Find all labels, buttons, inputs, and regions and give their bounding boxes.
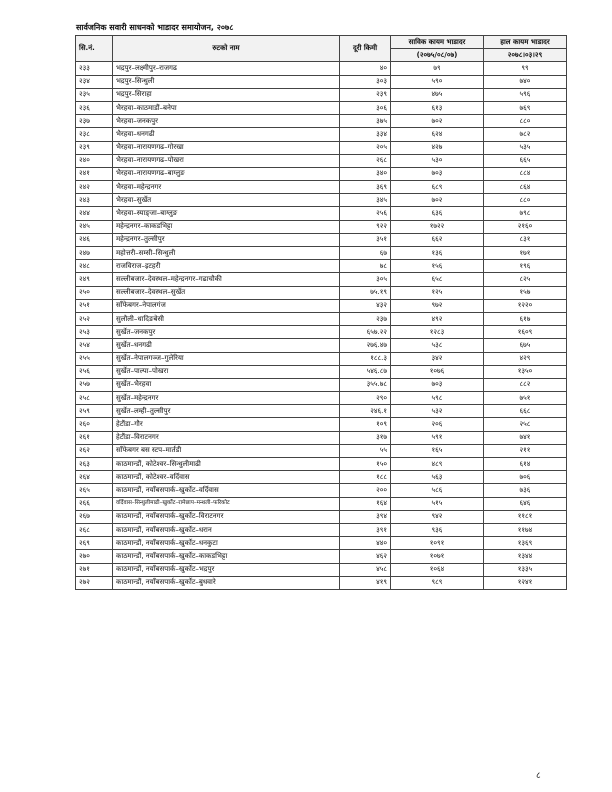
cell-old-fare: ६१३ (391, 101, 484, 114)
cell-route: साँफेबगर–नेपालगंज (113, 299, 340, 312)
cell-sn: २६६ (76, 497, 113, 510)
cell-old-fare: ६६२ (391, 233, 484, 246)
cell-route: सुर्खेत–लम्ही–तुल्सीपुर (113, 405, 340, 418)
cell-old-fare: ४७५ (391, 88, 484, 101)
cell-distance: १०९ (340, 418, 391, 431)
cell-new-fare: ८८० (484, 115, 567, 128)
cell-old-fare: ७०३ (391, 167, 484, 180)
cell-old-fare: १०६४ (391, 563, 484, 576)
cell-new-fare: ७६९ (484, 101, 567, 114)
cell-route: सुलौली–धादिङबेसी (113, 312, 340, 325)
cell-sn: २५९ (76, 405, 113, 418)
table-row (76, 352, 567, 365)
cell-old-fare: ६३६ (391, 207, 484, 220)
cell-old-fare: ९७२ (391, 299, 484, 312)
cell-distance: ३४५ (340, 194, 391, 207)
cell-route: भैरहवा–काठमाडौं–बनेपा (113, 101, 340, 114)
table-row (76, 233, 567, 246)
cell-distance: ३५५.७८ (340, 378, 391, 391)
fare-table-header (76, 36, 567, 62)
cell-route: महोत्तरी–सम्सी–सिन्धुली (113, 247, 340, 260)
table-row (76, 247, 567, 260)
table-row (76, 88, 567, 101)
cell-distance: ६७ (340, 247, 391, 260)
cell-route: भैरहवा–जनकपुर (113, 115, 340, 128)
cell-new-fare: ६४६ (484, 497, 567, 510)
table-row (76, 62, 567, 75)
cell-old-fare: ५३८ (391, 339, 484, 352)
fare-table (75, 35, 567, 590)
cell-distance: ३१७ (340, 431, 391, 444)
cell-new-fare: २११ (484, 444, 567, 457)
table-row (76, 128, 567, 141)
cell-sn: २५८ (76, 392, 113, 405)
table-row (76, 458, 567, 471)
cell-old-fare: ७०२ (391, 194, 484, 207)
cell-old-fare: ५८६ (391, 484, 484, 497)
cell-old-fare: ५१५ (391, 497, 484, 510)
cell-distance: ७८ (340, 260, 391, 273)
cell-route: भैरहवा–स्याङ्जा–बाग्लुङ (113, 207, 340, 220)
cell-old-fare: ४९२ (391, 312, 484, 325)
cell-route: काठमान्डौं, कोटेश्वर–वर्दिवास (113, 471, 340, 484)
table-row (76, 181, 567, 194)
cell-old-fare: ५३२ (391, 405, 484, 418)
table-row (76, 141, 567, 154)
cell-old-fare: ३४२ (391, 352, 484, 365)
cell-new-fare: ७०६ (484, 471, 567, 484)
cell-distance: ४३२ (340, 299, 391, 312)
cell-route: महेन्द्रनगर–काकडभिट्टा (113, 220, 340, 233)
header-route: रुटको नाम (113, 36, 340, 62)
cell-old-fare: १७२२ (391, 220, 484, 233)
cell-distance: २०० (340, 484, 391, 497)
cell-distance: ३३४ (340, 128, 391, 141)
cell-new-fare: ८३१ (484, 233, 567, 246)
cell-new-fare: १५७ (484, 286, 567, 299)
cell-old-fare: ६८९ (391, 181, 484, 194)
cell-sn: २५१ (76, 299, 113, 312)
cell-new-fare: ७८२ (484, 128, 567, 141)
table-row (76, 444, 567, 457)
cell-new-fare: ५३५ (484, 141, 567, 154)
page-number: ८ (536, 771, 541, 781)
cell-new-fare: ८८४ (484, 167, 567, 180)
cell-sn: २६१ (76, 431, 113, 444)
cell-sn: २६८ (76, 523, 113, 536)
cell-distance: ३५१ (340, 233, 391, 246)
table-row (76, 392, 567, 405)
table-row (76, 115, 567, 128)
cell-distance: १५० (340, 458, 391, 471)
table-row (76, 510, 567, 523)
cell-sn: २६२ (76, 444, 113, 457)
header-new-date: २०७८।०३।२९ (484, 49, 567, 62)
cell-sn: २३९ (76, 141, 113, 154)
table-row (76, 563, 567, 576)
cell-route: वर्दिवास–सिन्धुलीमाढी–खुर्कोट–रामेछाप–मन्थली–फरिकोट (113, 497, 340, 510)
cell-new-fare: २५८ (484, 418, 567, 431)
cell-distance: ६५७.२२ (340, 326, 391, 339)
cell-new-fare: ११८१ (484, 510, 567, 523)
cell-route: सुर्खेत–जनकपुर (113, 326, 340, 339)
cell-distance: ५४६.८७ (340, 365, 391, 378)
cell-distance: ३४० (340, 167, 391, 180)
cell-old-fare: ७०२ (391, 115, 484, 128)
cell-old-fare: ५६३ (391, 471, 484, 484)
cell-distance: २४६.१ (340, 405, 391, 418)
table-row (76, 497, 567, 510)
table-row (76, 167, 567, 180)
cell-distance: २७६.४७ (340, 339, 391, 352)
cell-old-fare: ४२७ (391, 141, 484, 154)
cell-route: काठमान्डौं, नयाँबसपार्क–खुर्कोट–वर्दिवास (113, 484, 340, 497)
cell-old-fare: ५९० (391, 75, 484, 88)
cell-distance: १६४ (340, 497, 391, 510)
cell-route: काठमान्डौं, नयाँबसपार्क–खुर्कोट–बुधवारे (113, 576, 340, 589)
cell-route: भैरहवा–नारायणगढ–बाग्लुङ (113, 167, 340, 180)
cell-distance: १८८ (340, 471, 391, 484)
cell-sn: २४१ (76, 167, 113, 180)
cell-route: काठमान्डौं, नयाँबसपार्क–खुर्कोट–धनकुटा (113, 537, 340, 550)
cell-route: साँफेबगर बस स्टप–मार्तडी (113, 444, 340, 457)
cell-distance: ४१९ (340, 576, 391, 589)
cell-new-fare: ९९ (484, 62, 567, 75)
table-row (76, 299, 567, 312)
cell-old-fare: ९३६ (391, 523, 484, 536)
cell-sn: २३८ (76, 128, 113, 141)
cell-distance: ४० (340, 62, 391, 75)
cell-route: भद्रपुर–सिराहा (113, 88, 340, 101)
cell-old-fare: १६५ (391, 444, 484, 457)
table-row (76, 550, 567, 563)
cell-distance: ४६२ (340, 550, 391, 563)
cell-new-fare: १२२० (484, 299, 567, 312)
cell-sn: २५४ (76, 339, 113, 352)
cell-distance: २०५ (340, 141, 391, 154)
cell-sn: २३६ (76, 101, 113, 114)
cell-distance: ३७५ (340, 115, 391, 128)
cell-distance: २३९ (340, 88, 391, 101)
table-row (76, 273, 567, 286)
cell-sn: २७० (76, 550, 113, 563)
table-row (76, 365, 567, 378)
table-row (76, 405, 567, 418)
header-new-fare: हाल कायम भाडादर (484, 36, 567, 49)
cell-new-fare: ११७४ (484, 523, 567, 536)
cell-distance: २५६ (340, 207, 391, 220)
cell-old-fare: १५६ (391, 260, 484, 273)
cell-new-fare: ६७५ (484, 339, 567, 352)
cell-sn: २७२ (76, 576, 113, 589)
cell-route: हेटौंडा–गौर (113, 418, 340, 431)
cell-old-fare: ६२४ (391, 128, 484, 141)
cell-route: काठमान्डौं, कोटेश्वर–सिन्धुलीमाढी (113, 458, 340, 471)
table-row (76, 207, 567, 220)
cell-route: सुर्खेत–पाल्पा–पोखरा (113, 365, 340, 378)
cell-distance: ५५ (340, 444, 391, 457)
cell-sn: २४७ (76, 247, 113, 260)
cell-old-fare: ९८९ (391, 576, 484, 589)
cell-route: सुर्खेत–भैरहवा (113, 378, 340, 391)
table-row (76, 286, 567, 299)
cell-new-fare: ४२९ (484, 352, 567, 365)
cell-distance: २६८ (340, 154, 391, 167)
cell-new-fare: ७४० (484, 75, 567, 88)
cell-route: सुर्खेत–धनगढी (113, 339, 340, 352)
header-old-date: (२०७५/०८/०७) (391, 49, 484, 62)
cell-distance: ३०६ (340, 101, 391, 114)
cell-sn: २६७ (76, 510, 113, 523)
table-row (76, 101, 567, 114)
cell-old-fare: ४८९ (391, 458, 484, 471)
cell-distance: २३७ (340, 312, 391, 325)
table-row (76, 523, 567, 536)
cell-old-fare: ७९ (391, 62, 484, 75)
cell-route: सल्लीबजार–देवस्थल–महेन्द्रनगर–गढाचौकी (113, 273, 340, 286)
cell-old-fare: ५३० (391, 154, 484, 167)
cell-sn: २३७ (76, 115, 113, 128)
cell-distance: ३९१ (340, 523, 391, 536)
header-distance: दूरी किमी (340, 36, 391, 62)
cell-sn: २४९ (76, 273, 113, 286)
cell-new-fare: २१६० (484, 220, 567, 233)
cell-route: भैरहवा–नारायणगढ–गोरखा (113, 141, 340, 154)
cell-old-fare: १३६ (391, 247, 484, 260)
cell-route: राजविराज–इटहरी (113, 260, 340, 273)
cell-sn: २६३ (76, 458, 113, 471)
cell-distance: ४४० (340, 537, 391, 550)
cell-sn: २५७ (76, 378, 113, 391)
cell-old-fare: १०७६ (391, 365, 484, 378)
cell-sn: २४४ (76, 207, 113, 220)
cell-new-fare: १९६ (484, 260, 567, 273)
cell-route: भद्रपुर–लक्ष्मीपुर–राजगढ (113, 62, 340, 75)
cell-sn: २३३ (76, 62, 113, 75)
cell-old-fare: २०६ (391, 418, 484, 431)
cell-new-fare: ८८२ (484, 378, 567, 391)
cell-distance: ३०३ (340, 75, 391, 88)
cell-old-fare: १०७१ (391, 550, 484, 563)
cell-route: महेन्द्रनगर–तुल्सीपुर (113, 233, 340, 246)
cell-old-fare: १२८३ (391, 326, 484, 339)
cell-distance: ३६९ (340, 181, 391, 194)
cell-sn: २५३ (76, 326, 113, 339)
cell-new-fare: १३५० (484, 365, 567, 378)
cell-new-fare: ६६८ (484, 405, 567, 418)
cell-new-fare: ८६४ (484, 181, 567, 194)
cell-sn: २४० (76, 154, 113, 167)
cell-distance: ३०५ (340, 273, 391, 286)
table-row (76, 194, 567, 207)
cell-route: हेटौंडा–विराटनगर (113, 431, 340, 444)
cell-route: भैरहवा–सुर्खेत (113, 194, 340, 207)
table-row (76, 378, 567, 391)
table-row (76, 339, 567, 352)
table-row (76, 154, 567, 167)
cell-new-fare: ६१४ (484, 458, 567, 471)
cell-route: भैरहवा–नारायणगढ–पोखरा (113, 154, 340, 167)
cell-new-fare: ८२५ (484, 273, 567, 286)
cell-route: सुर्खेत–महेन्द्रनगर (113, 392, 340, 405)
cell-sn: २४८ (76, 260, 113, 273)
cell-new-fare: १७१ (484, 247, 567, 260)
cell-sn: २४६ (76, 233, 113, 246)
cell-route: भद्रपुर–सिन्धुली (113, 75, 340, 88)
cell-sn: २५५ (76, 352, 113, 365)
cell-sn: २३५ (76, 88, 113, 101)
fare-table-body (76, 62, 567, 590)
cell-sn: २५६ (76, 365, 113, 378)
cell-old-fare: ९४२ (391, 510, 484, 523)
cell-route: काठमान्डौं, नयाँबसपार्क–खुर्कोट–विराटनगर (113, 510, 340, 523)
table-row (76, 418, 567, 431)
cell-sn: २६९ (76, 537, 113, 550)
cell-old-fare: ५९१ (391, 431, 484, 444)
cell-new-fare: ७४१ (484, 431, 567, 444)
cell-distance: ७५.१९ (340, 286, 391, 299)
table-row (76, 484, 567, 497)
cell-old-fare: १०९१ (391, 537, 484, 550)
cell-sn: २३४ (76, 75, 113, 88)
cell-new-fare: ६६५ (484, 154, 567, 167)
cell-old-fare: १२५ (391, 286, 484, 299)
table-row (76, 431, 567, 444)
cell-sn: २७१ (76, 563, 113, 576)
cell-distance: ९२२ (340, 220, 391, 233)
cell-route: काठमान्डौं, नयाँबसपार्क–खुर्कोट–काकडभिट्टा (113, 550, 340, 563)
table-row (76, 471, 567, 484)
cell-new-fare: १३४४ (484, 550, 567, 563)
cell-route: भैरहवा–धनगढी (113, 128, 340, 141)
cell-new-fare: ५९६ (484, 88, 567, 101)
table-row (76, 75, 567, 88)
table-row (76, 312, 567, 325)
header-old-fare: साविक कायम भाडादर (391, 36, 484, 49)
cell-sn: २४२ (76, 181, 113, 194)
table-row (76, 326, 567, 339)
cell-new-fare: ६१७ (484, 312, 567, 325)
table-row (76, 537, 567, 550)
table-row (76, 576, 567, 589)
cell-route: भैरहवा–महेन्द्रनगर (113, 181, 340, 194)
cell-sn: २६४ (76, 471, 113, 484)
header-sn: सि.नं. (76, 36, 113, 62)
cell-new-fare: ८८० (484, 194, 567, 207)
cell-new-fare: ७३६ (484, 484, 567, 497)
cell-sn: २४५ (76, 220, 113, 233)
cell-distance: ३९४ (340, 510, 391, 523)
page-title: सार्वजनिक सवारी साधनको भाडादर समायोजन, २०७८ (76, 23, 234, 32)
cell-new-fare: १२४१ (484, 576, 567, 589)
cell-distance: १८८.३ (340, 352, 391, 365)
header-row (76, 36, 567, 49)
cell-new-fare: ७९८ (484, 207, 567, 220)
cell-sn: २५२ (76, 312, 113, 325)
cell-distance: २९० (340, 392, 391, 405)
cell-new-fare: ७५१ (484, 392, 567, 405)
cell-route: सुर्खेत–नेपालगञ्ज–गुलेरिया (113, 352, 340, 365)
cell-new-fare: १३६९ (484, 537, 567, 550)
cell-sn: २६५ (76, 484, 113, 497)
cell-route: सल्लीबजार–देवस्थल–सुर्खेत (113, 286, 340, 299)
cell-new-fare: १३३५ (484, 563, 567, 576)
cell-old-fare: ५९८ (391, 392, 484, 405)
cell-route: काठमान्डौं, नयाँबसपार्क–खुर्कोट–भद्रपुर (113, 563, 340, 576)
cell-old-fare: ७०३ (391, 378, 484, 391)
cell-distance: ४५८ (340, 563, 391, 576)
cell-new-fare: १६०९ (484, 326, 567, 339)
cell-sn: २५० (76, 286, 113, 299)
table-row (76, 220, 567, 233)
cell-route: काठमान्डौं, नयाँबसपार्क–खुर्कोट–धरान (113, 523, 340, 536)
cell-sn: २४३ (76, 194, 113, 207)
table-row (76, 260, 567, 273)
cell-sn: २६० (76, 418, 113, 431)
cell-old-fare: ६५८ (391, 273, 484, 286)
